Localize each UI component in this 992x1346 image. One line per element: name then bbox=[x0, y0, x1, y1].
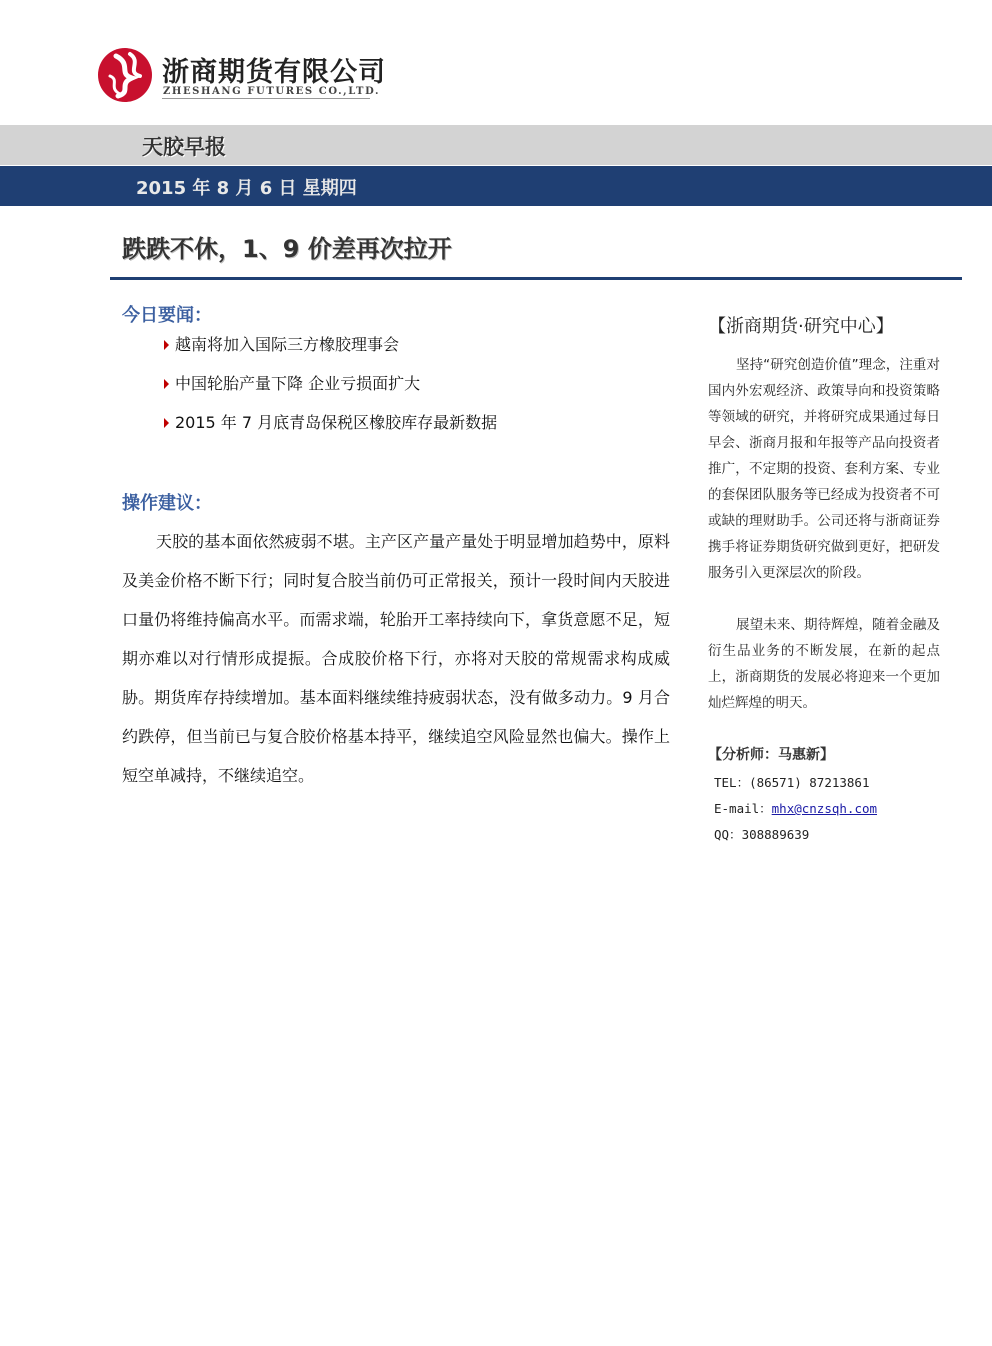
report-date-band bbox=[0, 166, 992, 206]
news-item-text: 2015 年 7 月底青岛保税区橡胶库存最新数据 bbox=[175, 413, 498, 432]
company-name-cn: 浙商期货有限公司 bbox=[162, 57, 386, 88]
tel-label: TEL： bbox=[714, 775, 750, 790]
advice-section-title: 操作建议： bbox=[122, 493, 212, 514]
report-headline: 跌跌不休，1、9 价差再次拉开 bbox=[122, 235, 452, 263]
tel-value: (86571) 87213861 bbox=[749, 775, 870, 790]
analyst-email bbox=[714, 799, 877, 817]
report-type: 天胶早报 bbox=[142, 135, 226, 159]
email-link[interactable]: mhx@cnzsqh.com bbox=[771, 801, 878, 816]
qq-label: QQ： bbox=[714, 827, 742, 842]
news-section-title: 今日要闻： bbox=[122, 305, 212, 326]
bullet-icon bbox=[164, 418, 169, 428]
research-center-title: 【浙商期货·研究中心】 bbox=[708, 316, 894, 337]
research-center-intro: 坚持“研究创造价值”理念，注重对国内外宏观经济、政策导向和投资策略等领域的研究，并将研究成果通过每日早会、浙商月报和年报等产品向投资者推广，不定期的投资、套利方案、专业的套保团队服务等已经成为投资者不可或缺的理财助手。公司还将与浙商证券携手将证券期货研究做到更好，把研发服务引入更深层次的阶段。 bbox=[708, 357, 940, 581]
qq-value: 308889639 bbox=[741, 827, 810, 842]
analyst-title: 【分析师：马惠新】 bbox=[708, 747, 834, 763]
bullet-icon bbox=[164, 379, 169, 389]
news-item-text: 越南将加入国际三方橡胶理事会 bbox=[175, 335, 400, 354]
company-divider bbox=[162, 98, 370, 99]
research-center-outlook: 展望未来、期待辉煌，随着金融及衍生品业务的不断发展，在新的起点上，浙商期货的发展必将迎来一个更加灿烂辉煌的明天。 bbox=[708, 617, 940, 711]
bullet-icon bbox=[164, 340, 169, 350]
news-item-text: 中国轮胎产量下降 企业亏损面扩大 bbox=[175, 374, 421, 393]
zheshang-logo-icon bbox=[96, 46, 156, 104]
email-label: E-mail： bbox=[714, 801, 772, 816]
report-date: 2015 年 8 月 6 日 星期四 bbox=[136, 178, 357, 199]
analyst-qq bbox=[714, 825, 809, 843]
headline-divider bbox=[110, 277, 962, 280]
analyst-tel bbox=[714, 773, 870, 791]
advice-body: 天胶的基本面依然疲弱不堪。主产区产量产量处于明显增加趋势中，原料及美金价格不断下行；同时复合胶当前仍可正常报关，预计一段时间内天胶进口量仍将维持偏高水平。而需求端，轮胎开工率持续向下，拿货意愿不足，短期亦难以对行情形成提振。合成胶价格下行，亦将对天胶的常规需求构成威胁。期货库存持续增加。基本面料继续维持疲弱状态，没有做多动力。9 月合约跌停，但当前已与复合胶价格基本持平，继续追空风险显然也偏大。操作上短空单减持，不继续追空。 bbox=[122, 532, 670, 785]
report-type-band bbox=[0, 125, 992, 165]
company-name-en: ZHESHANG FUTURES CO.,LTD. bbox=[163, 86, 381, 97]
